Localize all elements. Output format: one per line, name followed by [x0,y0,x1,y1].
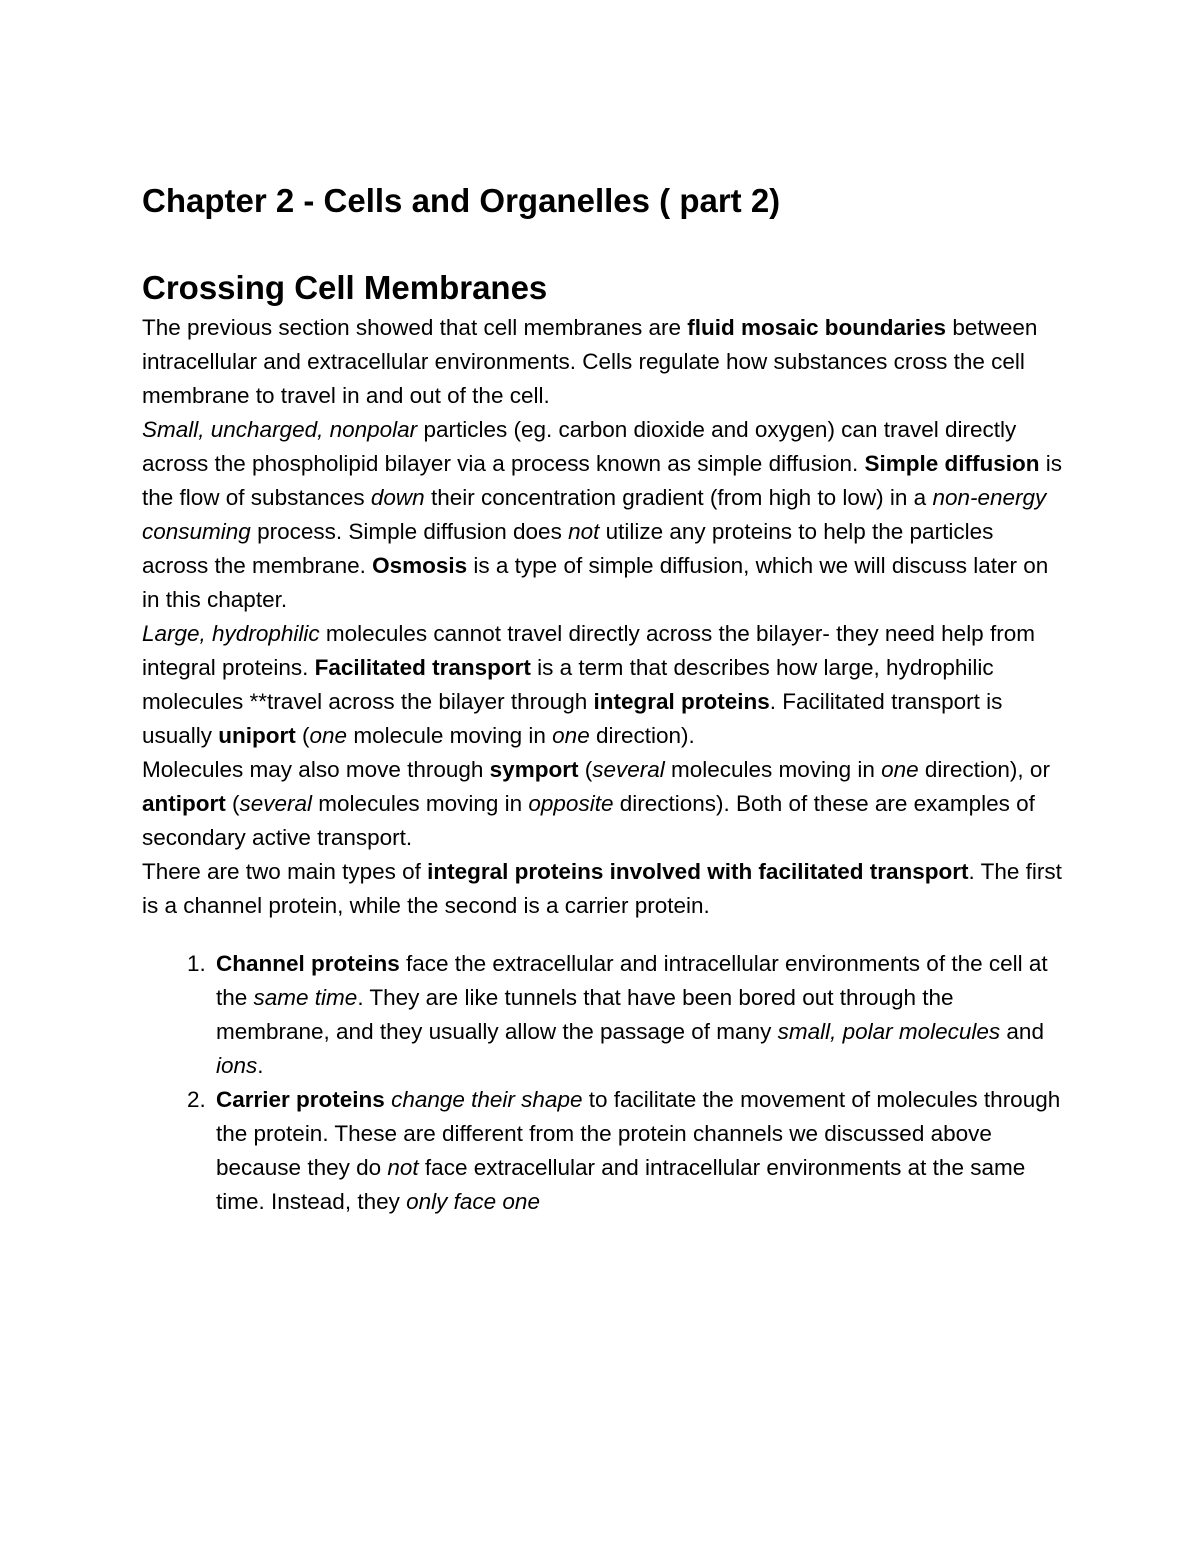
bold-term: antiport [142,791,226,816]
italic-term: not [568,519,600,544]
document-page [142,178,1062,1219]
bold-term: symport [489,757,579,782]
italic-term: one [309,723,348,748]
text: molecule moving in [347,723,553,748]
bold-term: integral proteins involved with facilitated transport [427,859,969,884]
text: and [1000,1019,1044,1044]
paragraph-integral-proteins [142,855,1062,923]
text: There are two main types of [142,859,428,884]
italic-term: opposite [528,791,614,816]
italic-term: small, polar molecules [777,1019,1001,1044]
bold-term: Osmosis [372,553,468,578]
list-item-channel-proteins [212,947,1062,1083]
text: Molecules may also move through [142,757,490,782]
chapter-title: Chapter 2 - Cells and Organelles ( part 2) [142,182,781,219]
text: ( [578,757,593,782]
text: direction), or [918,757,1050,782]
text: their concentration gradient (from high to low) in a [424,485,933,510]
italic-term: ions [216,1053,258,1078]
text: . Facilitated transport is usually [142,689,1003,748]
protein-types-list [142,947,1062,1219]
bold-term: Channel proteins [216,951,400,976]
text: between intracellular and extracellular environments. Cells regulate how substances cross the cell membrane to travel in and out of the cell. [142,315,1038,408]
text: molecules moving in [664,757,882,782]
italic-term: several [592,757,665,782]
bold-term: fluid mosaic boundaries [687,315,947,340]
italic-term: not [387,1155,419,1180]
italic-term: one [881,757,919,782]
text: ( [295,723,310,748]
paragraph-fluid-mosaic [142,311,1062,413]
text: . The first is a channel protein, while the second is a carrier protein. [142,859,1062,918]
text: process. Simple diffusion does [250,519,569,544]
italic-term: same time [253,985,358,1010]
text: is a type of simple diffusion, which we will discuss later on in this chapter. [142,553,1049,612]
text: directions). Both of these are examples of secondary active transport. [142,791,1035,850]
text: molecules cannot travel directly across the bilayer- they need help from integral proteins. [142,621,1035,680]
text: The previous section showed that cell membranes are [142,315,688,340]
italic-term: Large, hydrophilic [142,621,320,646]
text: face extracellular and intracellular environments at the same time. Instead, they [216,1155,1026,1214]
italic-term: one [552,723,590,748]
text: to facilitate the movement of molecules through the protein. These are different from the protein channels we discussed above because they do [216,1087,1061,1180]
bold-term: Facilitated transport [314,655,531,680]
text: . [257,1053,264,1078]
text: face the extracellular and intracellular environments of the cell at the [216,951,1048,1010]
text: ( [225,791,240,816]
italic-term: down [370,485,425,510]
italic-term: Small, uncharged, nonpolar [142,417,418,442]
text: direction). [589,723,695,748]
bold-term: Carrier proteins [216,1087,385,1112]
paragraph-symport-antiport [142,753,1062,855]
text: . They are like tunnels that have been bored out through the membrane, and they usually allow the passage of many [216,985,954,1044]
italic-term: change their shape [391,1087,583,1112]
italic-term: several [239,791,313,816]
section-title: Crossing Cell Membranes [142,269,548,306]
paragraph-facilitated-transport [142,617,1062,753]
text: is a term that describes how large, hydrophilic molecules **travel across the bilayer through [142,655,994,714]
text: is the flow of substances [142,451,1062,510]
text: particles (eg. carbon dioxide and oxygen) can travel directly across the phospholipid bilayer via a process known as simple diffusion. [142,417,1017,476]
italic-term: only face one [406,1189,540,1214]
list-item-carrier-proteins [212,1083,1062,1219]
text: molecules moving in [312,791,529,816]
paragraph-simple-diffusion [142,413,1062,617]
bold-term: Simple diffusion [864,451,1040,476]
bold-term: integral proteins [593,689,770,714]
text: utilize any proteins to help the particles across the membrane. [142,519,994,578]
italic-term: non-energy consuming [142,485,1047,544]
bold-term: uniport [218,723,296,748]
